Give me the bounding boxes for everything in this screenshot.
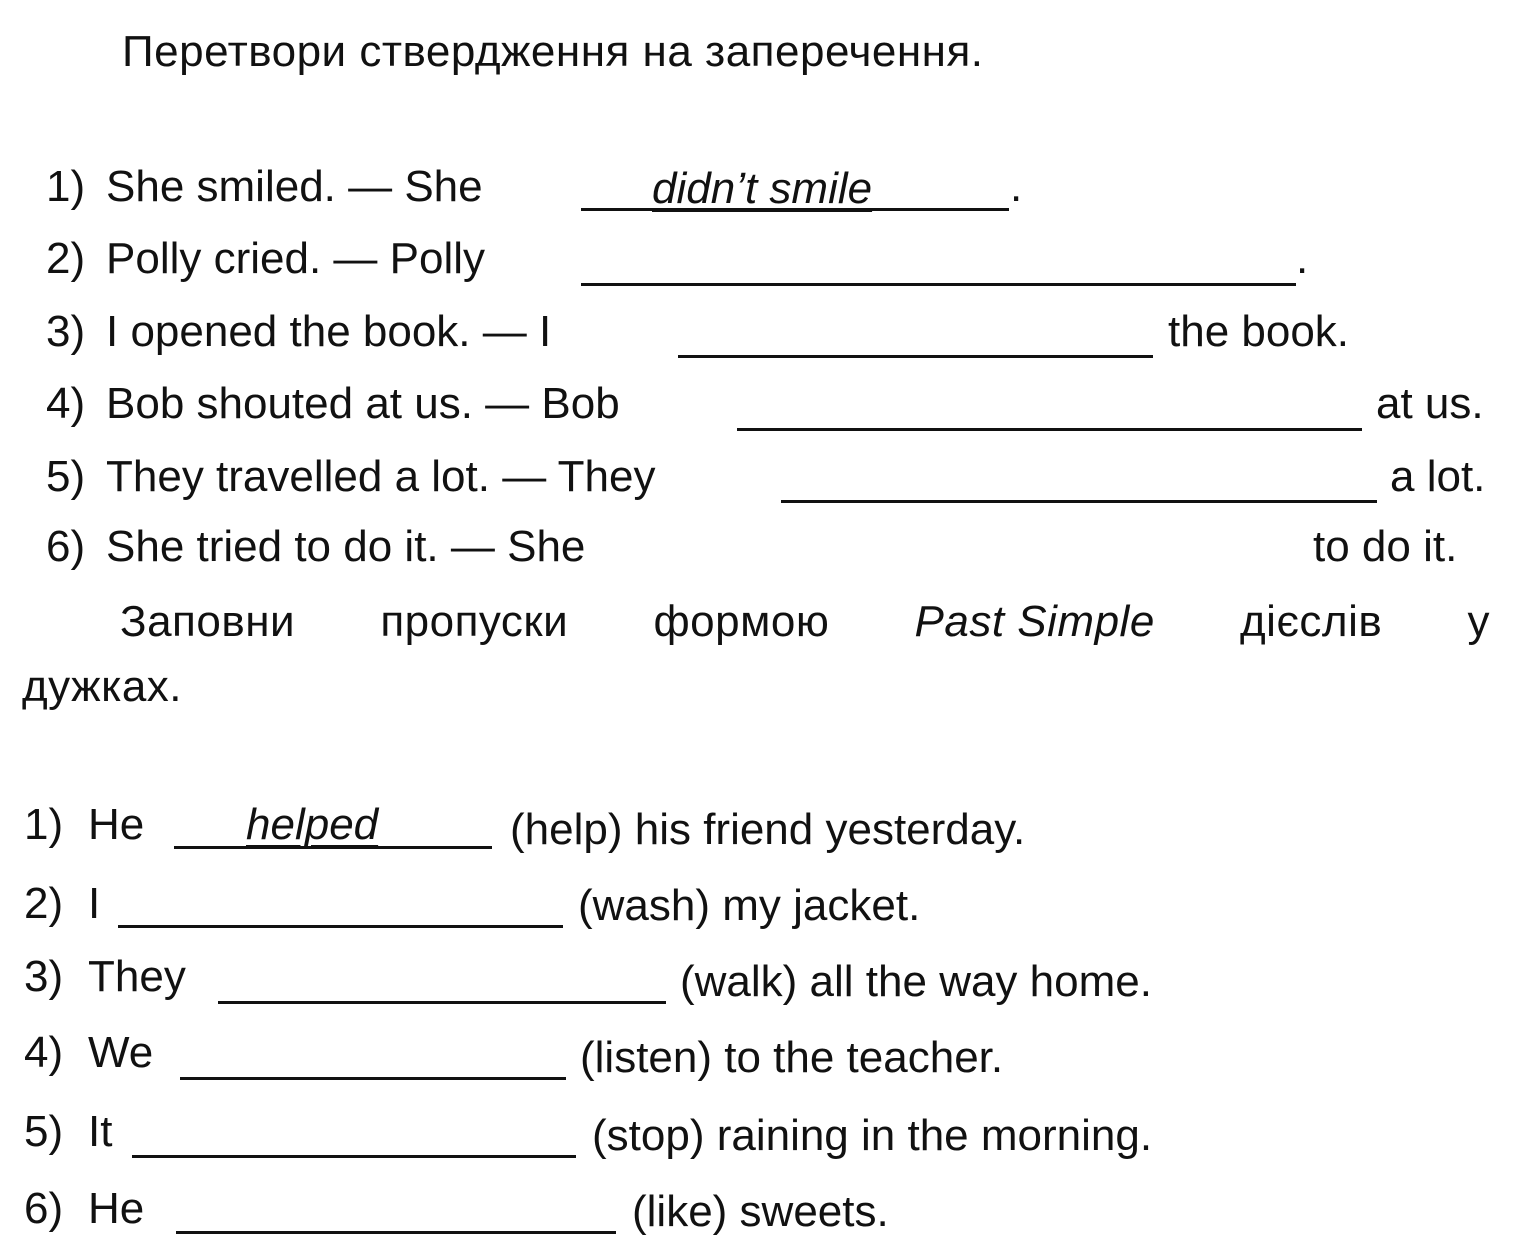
s1-item4-sentence: Bob shouted at us. — Bob — [106, 379, 620, 428]
s2-item3-ending: (walk) all the way home. — [680, 957, 1152, 1006]
s2-item3-blank[interactable] — [218, 1001, 666, 1004]
section2-instruction-line2: дужках. — [22, 662, 183, 711]
s1-item4-ending: at us. — [1376, 379, 1484, 428]
instruction-word: формою — [653, 597, 830, 646]
s1-item3-sentence: I opened the book. — I — [106, 307, 552, 356]
instruction-tense: Past Simple — [914, 597, 1155, 646]
s2-item2-ending: (wash) my jacket. — [578, 881, 921, 930]
s2-item1-subject: He — [88, 800, 145, 849]
section1-instruction: Перетвори ствердження на заперечення. — [122, 27, 984, 76]
s2-item2-number: 2) — [24, 879, 64, 928]
s2-item6-ending: (like) sweets. — [632, 1187, 889, 1236]
s2-item5-ending: (stop) raining in the morning. — [592, 1111, 1153, 1160]
s2-item3-number: 3) — [24, 952, 64, 1001]
instruction-word: пропуски — [380, 597, 569, 646]
s1-item2-blank[interactable] — [581, 283, 1296, 286]
s2-item4-ending: (listen) to the teacher. — [580, 1033, 1004, 1082]
s2-item2-subject: I — [88, 879, 101, 928]
s2-item1-ending: (help) his friend yesterday. — [510, 805, 1026, 854]
s1-item6-number: 6) — [46, 522, 86, 571]
s1-item1-answer: didn’t smile — [652, 164, 873, 213]
s2-item4-blank[interactable] — [180, 1077, 566, 1080]
s1-item1-sentence: She smiled. — She — [106, 162, 483, 211]
s2-item3-subject: They — [88, 952, 186, 1001]
instruction-word: дієслів — [1240, 597, 1383, 646]
s2-item5-subject: It — [88, 1107, 113, 1156]
s2-item1-number: 1) — [24, 800, 64, 849]
s1-item4-blank[interactable] — [737, 428, 1362, 431]
s1-item2-number: 2) — [46, 234, 86, 283]
section2-instruction — [20, 597, 1490, 646]
s2-item2-blank[interactable] — [118, 925, 563, 928]
s1-item5-sentence: They travelled a lot. — They — [106, 452, 656, 501]
instruction-word: у — [1467, 597, 1490, 646]
s1-item6-ending: to do it. — [1313, 522, 1458, 571]
s2-item6-number: 6) — [24, 1184, 64, 1233]
s1-item2-sentence: Polly cried. — Polly — [106, 234, 486, 283]
s1-item3-ending: the book. — [1168, 307, 1350, 356]
s2-item1-answer: helped — [246, 800, 379, 849]
s2-item6-blank[interactable] — [176, 1231, 616, 1234]
s1-item1-ending: . — [1010, 162, 1023, 211]
s2-item4-number: 4) — [24, 1028, 64, 1077]
s1-item5-number: 5) — [46, 452, 86, 501]
s2-item4-subject: We — [88, 1028, 154, 1077]
s1-item2-ending: . — [1296, 234, 1309, 283]
instruction-word: Заповни — [120, 597, 296, 646]
s1-item3-number: 3) — [46, 307, 86, 356]
s1-item6-sentence: She tried to do it. — She — [106, 522, 586, 571]
s1-item3-blank[interactable] — [678, 355, 1153, 358]
s1-item5-ending: a lot. — [1390, 452, 1486, 501]
s1-item4-number: 4) — [46, 379, 86, 428]
s1-item5-blank[interactable] — [781, 500, 1377, 503]
s2-item6-subject: He — [88, 1184, 145, 1233]
s1-item1-number: 1) — [46, 162, 86, 211]
s2-item5-number: 5) — [24, 1107, 64, 1156]
s2-item5-blank[interactable] — [132, 1155, 576, 1158]
